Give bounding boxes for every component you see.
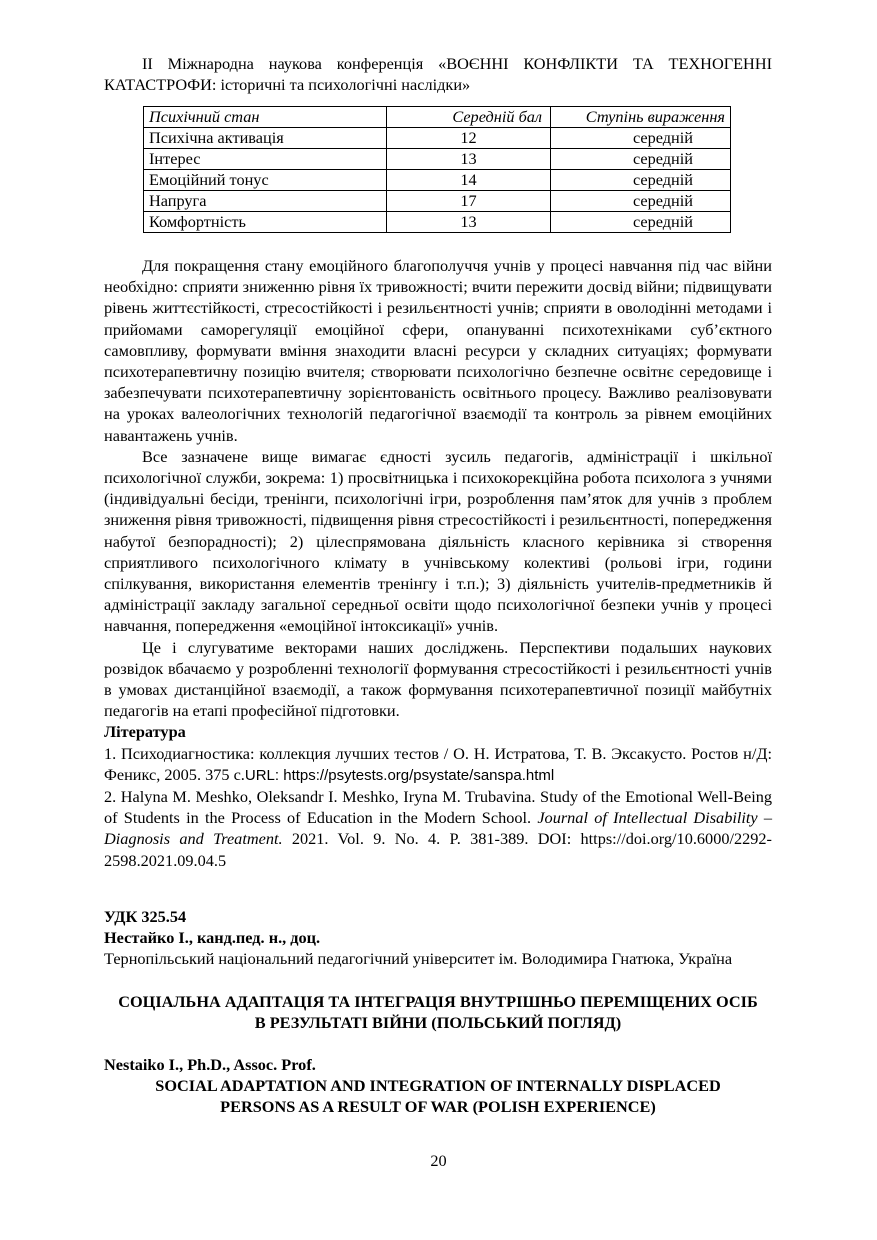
table-cell-state: Інтерес bbox=[144, 149, 387, 170]
author-en: Nestaiko I., Ph.D., Assoc. Prof. bbox=[104, 1055, 316, 1075]
reference-item bbox=[104, 786, 772, 871]
table-row bbox=[144, 149, 731, 170]
table-header-score: Середній бал bbox=[387, 107, 551, 128]
reference-text: 1. Психодиагностика: коллекция лучших тестов / О. Н. Истратова, Т. В. Эксакусто. Ростов н/Д: Феникс, 2005. 375 с. bbox=[104, 743, 772, 784]
table-cell-state: Психічна активація bbox=[144, 128, 387, 149]
table-cell-score: 13 bbox=[387, 149, 551, 170]
body-paragraph: Все зазначене вище вимагає єдності зусиль педагогів, адміністрації і шкільної психологічної служби, зокрема: 1) просвітницька і психокорекційна робота психолога з учнями (індивідуальні бесіди, тренінги, психологічні ігри, розроблення пам’яток для учнів з проблем зниження рівня тривожності, підвищення рівня стресостійкості і резильєнтності, попередження набутої безпорадності); 2) цілеспрямована діяльність класного керівника зі створення сприятливого психологічного клімату в учнівському колективі (рольові ігри, години спілкування, використання елементів тренінгу і т.п.); 3) діяльність учителів-предметників й адміністрації закладу загальної середньої освіти щодо психологічної безпеки учнів у процесі навчання, попередження «емоційної інтоксикації» учнів. bbox=[104, 446, 772, 636]
next-article bbox=[104, 906, 772, 1118]
reference-url[interactable]: URL: https://psytests.org/psystate/sanspa.html bbox=[244, 766, 555, 784]
reference-item bbox=[104, 743, 772, 786]
reference-journal: Journal of Intellectual Disability – Diagnosis and Treatment. bbox=[104, 808, 773, 849]
article-title-en: SOCIAL ADAPTATION AND INTEGRATION OF INTERNALLY DISPLACED PERSONS AS A RESULT OF WAR (POLISH EXPERIENCE) bbox=[155, 1076, 721, 1117]
table-header-row bbox=[144, 107, 731, 128]
table-cell-score: 12 bbox=[387, 128, 551, 149]
table-cell-state: Напруга bbox=[144, 191, 387, 212]
reference-authors: 2. Halyna M. Meshko, Oleksandr I. Meshko, Iryna M. Trubavina. Study of the Emotional Well-Being of Students in the Process of Education in the Modern School. bbox=[104, 787, 772, 828]
table-cell-state: Емоційний тонус bbox=[144, 170, 387, 191]
table-cell-degree: середній bbox=[551, 128, 731, 149]
references-heading: Література bbox=[104, 722, 186, 742]
table-cell-score: 17 bbox=[387, 191, 551, 212]
table-cell-degree: середній bbox=[551, 149, 731, 170]
reference-details: 2021. Vol. 9. No. 4. P. 381-389. DOI: https://doi.org/10.6000/2292-2598.2021.09.04.5 bbox=[104, 829, 772, 870]
table-cell-degree: середній bbox=[551, 191, 731, 212]
page-number: 20 bbox=[430, 1151, 447, 1170]
mental-state-table bbox=[143, 106, 731, 233]
table-cell-score: 13 bbox=[387, 212, 551, 233]
article-title-ua: СОЦІАЛЬНА АДАПТАЦІЯ ТА ІНТЕГРАЦІЯ ВНУТРІШНЬО ПЕРЕМІЩЕНИХ ОСІБ В РЕЗУЛЬТАТІ ВІЙНИ (ПОЛЬСЬКИЙ ПОГЛЯД) bbox=[118, 991, 758, 1032]
table-row bbox=[144, 212, 731, 233]
table-cell-state: Комфортність bbox=[144, 212, 387, 233]
body-paragraph: Це і слугуватиме векторами наших досліджень. Перспективи подальших наукових розвідок вбачаємо у розробленні технології формування стресостійкості і резильєнтності учнів в умовах дистанційної взаємодії, а також формування психотерапевтичної позиції майбутніх педагогів на етапі професійної підготовки. bbox=[104, 637, 772, 721]
table-header-state: Психічний стан bbox=[144, 107, 387, 128]
table-header-degree: Ступінь вираження bbox=[551, 107, 731, 128]
table-row bbox=[144, 128, 731, 149]
table-row bbox=[144, 170, 731, 191]
affiliation: Тернопільський національний педагогічний університет ім. Володимира Гнатюка, Україна bbox=[104, 949, 733, 969]
table-cell-degree: середній bbox=[551, 170, 731, 191]
table-row bbox=[144, 191, 731, 212]
table-cell-score: 14 bbox=[387, 170, 551, 191]
table-cell-degree: середній bbox=[551, 212, 731, 233]
author-ua: Нестайко І., канд.пед. н., доц. bbox=[104, 928, 321, 948]
conference-header: ІІ Міжнародна наукова конференція «ВОЄННІ КОНФЛІКТИ ТА ТЕХНОГЕННІ КАТАСТРОФИ: історичні та психологічні наслідки» bbox=[104, 54, 772, 95]
article-body bbox=[104, 255, 772, 871]
body-paragraph: Для покращення стану емоційного благополуччя учнів у процесі навчання під час війни необхідно: сприяти зниженню рівня їх тривожності; вчити пережити досвід війни; підвищувати рівень життєстійкості, стресостійкості і резильєнтності учнів; сприяти в оволодінні методами і прийомами саморегуляції емоційної сфери, опануванні психотехніками суб’єктного самовпливу, формувати вміння знаходити власні ресурси у складних ситуаціях; формувати психотерапевтичну позицію вчителя; створювати психологічно безпечне освітнє середовище і забезпечувати психотерапевтичну зорієнтованість освітнього процесу. Важливо реалізовувати на уроках валеологічних технологій педагогічної взаємодії та контроль за рівнем емоційних навантажень учнів. bbox=[104, 256, 772, 445]
udc-code: УДК 325.54 bbox=[104, 907, 187, 926]
